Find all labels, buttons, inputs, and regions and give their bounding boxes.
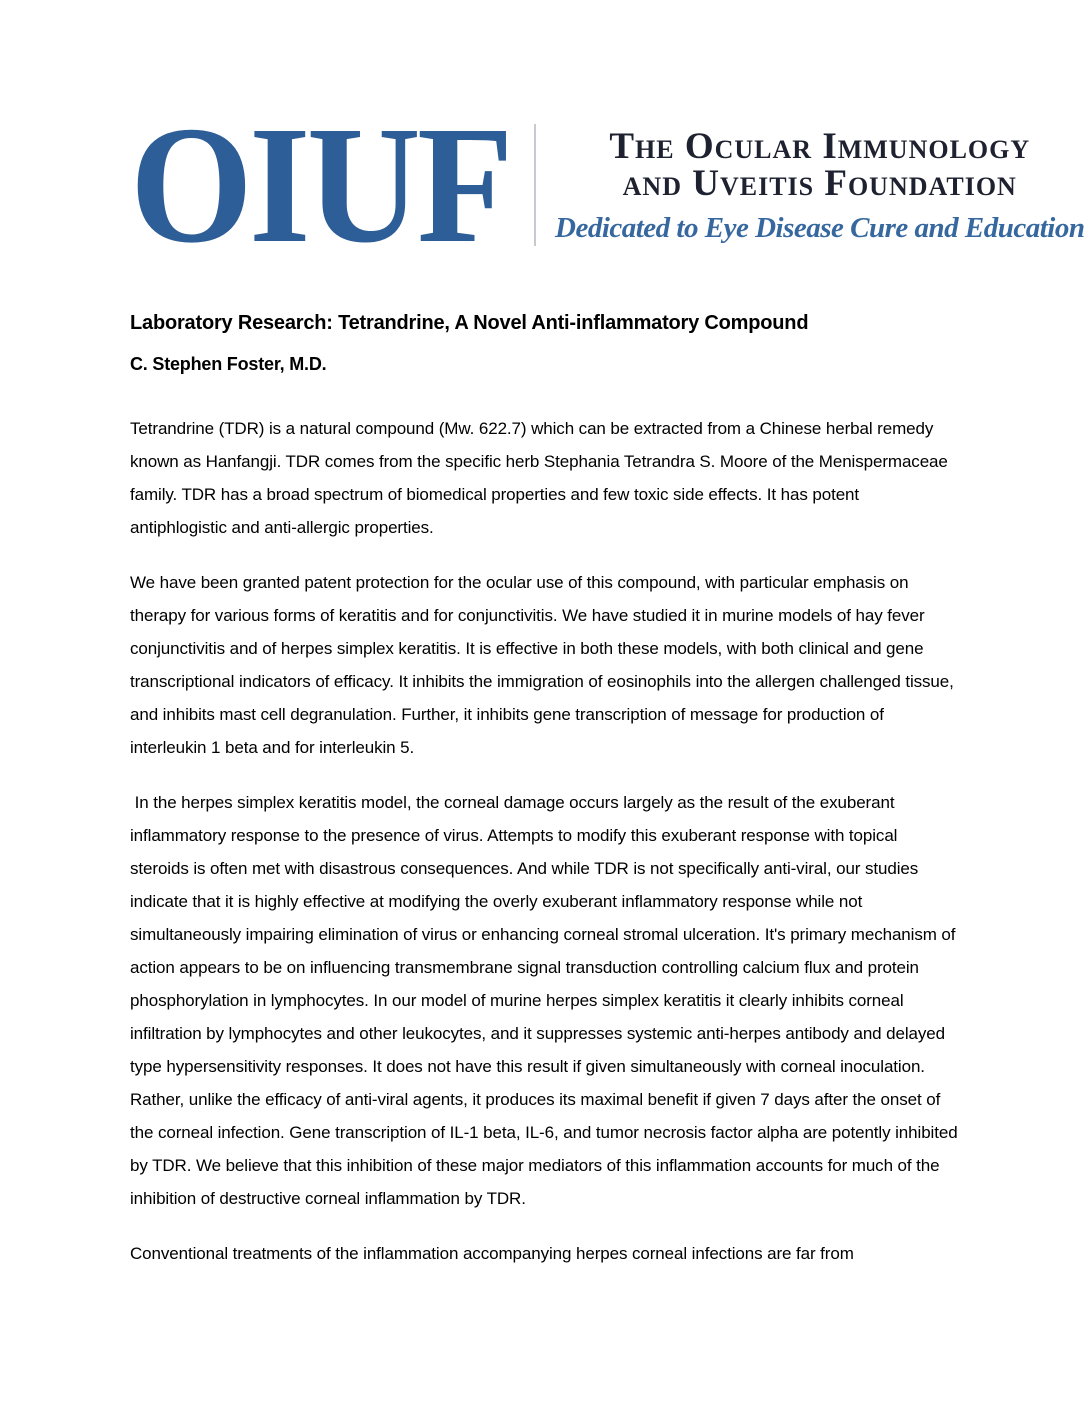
- oiuf-logo: [130, 92, 1085, 278]
- article-title: Laboratory Research: Tetrandrine, A Novel Anti-inflammatory Compound: [130, 312, 809, 334]
- article-body: [130, 412, 963, 1270]
- foundation-name-line2: and Uveitis Foundation: [622, 162, 1017, 204]
- logo-text-block: [555, 125, 1085, 244]
- article-paragraph: Conventional treatments of the inflammation accompanying herpes corneal infections are far from: [130, 1244, 854, 1263]
- oiuf-wordmark: OIUF: [130, 92, 510, 278]
- article-paragraph: In the herpes simplex keratitis model, the corneal damage occurs largely as the result of the exuberant inflammatory response to the presence of virus. Attempts to modify this exuberant response with topical steroids is often met with disastrous consequences. And while TDR is not specifically anti-viral, our studies indicate that it is highly effective at modifying the overly exuberant inflammatory response while not simultaneously impairing elimination of virus or enhancing corneal stromal ulceration. It's primary mechanism of action appears to be on influencing transmembrane signal transduction controlling calcium flux and protein phosphorylation in lymphocytes. In our model of murine herpes simplex keratitis it clearly inhibits corneal infiltration by lymphocytes and other leukocytes, and it suppresses systemic anti-herpes antibody and delayed type hypersensitivity responses. It does not have this result if given simultaneously with corneal inoculation. Rather, unlike the efficacy of anti-viral agents, it produces its maximal benefit if given 7 days after the onset of the corneal infection. Gene transcription of IL-1 beta, IL-6, and tumor necrosis factor alpha are potently inhibited by TDR. We believe that this inhibition of these major mediators of this inflammation accounts for much of the inhibition of destructive corneal inflammation by TDR.: [130, 793, 963, 1208]
- article-author: C. Stephen Foster, M.D.: [130, 354, 327, 374]
- foundation-name-line1: The Ocular Immunology: [609, 125, 1031, 167]
- article-paragraph: Tetrandrine (TDR) is a natural compound (Mw. 622.7) which can be extracted from a Chinese herbal remedy known as Hanfangji. TDR comes from the specific herb Stephania Tetrandra S. Moore of the Menispermaceae family. TDR has a broad spectrum of biomedical properties and few toxic side effects. It has potent antiphlogistic and anti-allergic properties.: [130, 419, 953, 537]
- logo-divider: [534, 124, 536, 246]
- foundation-tagline: Dedicated to Eye Disease Cure and Education: [555, 211, 1085, 244]
- article-paragraph: We have been granted patent protection for the ocular use of this compound, with particular emphasis on therapy for various forms of keratitis and for conjunctivitis. We have studied it in murine models of hay fever conjunctivitis and of herpes simplex keratitis. It is effective in both these models, with both clinical and gene transcriptional indicators of efficacy. It inhibits the immigration of eosinophils into the allergen challenged tissue, and inhibits mast cell degranulation. Further, it inhibits gene transcription of message for production of interleukin 1 beta and for interleukin 5.: [130, 573, 959, 757]
- foundation-name: [609, 125, 1031, 204]
- article: [130, 310, 963, 1270]
